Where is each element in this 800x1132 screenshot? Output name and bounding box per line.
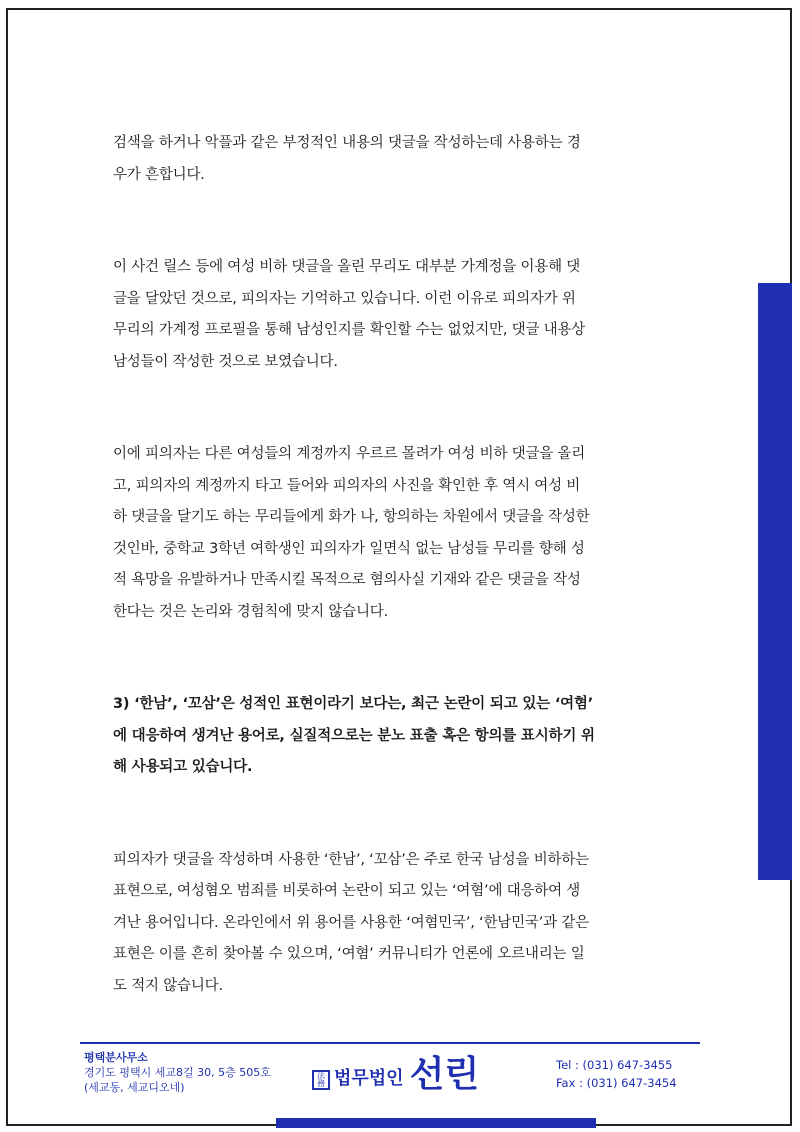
paragraph-3 bbox=[113, 439, 688, 628]
office-name: 평택분사무소 bbox=[84, 1051, 148, 1064]
side-accent-bar bbox=[758, 283, 792, 880]
contact-info bbox=[556, 1056, 677, 1092]
office-address: 경기도 평택시 세교8길 30, 5층 505호 bbox=[84, 1066, 271, 1079]
text-line: 표현은 이를 흔히 찾아볼 수 있으며, ‘여혐’ 커뮤니티가 언론에 오르내리는 일 bbox=[113, 946, 585, 962]
document-body bbox=[113, 128, 688, 1002]
fax-number: Fax : (031) 647-3454 bbox=[556, 1076, 677, 1090]
text-line: 것인바, 중학교 3학년 여학생인 피의자가 일면식 없는 남성들 무리를 향해 성 bbox=[113, 540, 585, 557]
firm-logo bbox=[312, 1052, 479, 1096]
text-line: 우가 흔합니다. bbox=[113, 166, 205, 183]
heading-line: 해 사용되고 있습니다. bbox=[113, 759, 253, 775]
firm-logo-icon: 法務 bbox=[312, 1070, 330, 1090]
text-line: 피의자가 댓글을 작성하며 사용한 ‘한남’, ‘꼬삼’은 주로 한국 남성을 비하하는 bbox=[113, 851, 589, 868]
section-heading-3 bbox=[113, 689, 688, 784]
text-line: 이에 피의자는 다른 여성들의 계정까지 우르르 몰려가 여성 비하 댓글을 올리 bbox=[113, 446, 586, 462]
text-line: 겨난 용어입니다. 온라인에서 위 용어를 사용한 ‘여혐민국’, ‘한남민국’과 같은 bbox=[113, 914, 589, 931]
text-line: 표현으로, 여성혐오 범죄를 비롯하여 논란이 되고 있는 ‘여혐’에 대응하여 생 bbox=[113, 883, 581, 899]
text-line: 검색을 하거나 악플과 같은 부정적인 내용의 댓글을 작성하는데 사용하는 경 bbox=[113, 135, 581, 151]
heading-line: 3) ‘한남’, ‘꼬삼’은 성적인 표현이라기 보다는, 최근 논란이 되고 있는 ‘여혐’ bbox=[113, 696, 594, 712]
office-address-detail: (세교동, 세교디오네) bbox=[84, 1081, 185, 1094]
text-line: 하 댓글을 달기도 하는 무리들에게 화가 나, 항의하는 차원에서 댓글을 작성한 bbox=[113, 509, 590, 525]
paragraph-2 bbox=[113, 252, 688, 378]
phone-number: Tel : (031) 647-3455 bbox=[556, 1058, 673, 1072]
text-line: 글을 달았던 것으로, 피의자는 기억하고 있습니다. 이런 이유로 피의자가 위 bbox=[113, 290, 576, 307]
text-line: 남성들이 작성한 것으로 보였습니다. bbox=[113, 353, 338, 370]
text-line: 도 적지 않습니다. bbox=[113, 977, 223, 994]
letterhead-footer bbox=[80, 1042, 700, 1122]
text-line: 한다는 것은 논리와 경험칙에 맞지 않습니다. bbox=[113, 603, 388, 620]
footer-divider bbox=[80, 1042, 700, 1044]
footer-accent-bar bbox=[276, 1118, 596, 1128]
heading-line: 에 대응하여 생겨난 용어로, 실질적으로는 분노 표출 혹은 항의를 표시하기 위 bbox=[113, 727, 595, 744]
firm-name: 선린 bbox=[409, 1054, 480, 1095]
paragraph-4 bbox=[113, 845, 688, 1003]
text-line: 이 사건 릴스 등에 여성 비하 댓글을 올린 무리도 대부분 가계정을 이용해 댓 bbox=[113, 259, 581, 275]
paragraph-1 bbox=[113, 128, 688, 191]
text-line: 적 욕망을 유발하거나 만족시킬 목적으로 혐의사실 기재와 같은 댓글을 작성 bbox=[113, 572, 581, 588]
text-line: 고, 피의자의 계정까지 타고 들어와 피의자의 사진을 확인한 후 역시 여성 비 bbox=[113, 477, 581, 494]
firm-type: 법무법인 bbox=[334, 1068, 404, 1089]
text-line: 무리의 가계정 프로필을 통해 남성인지를 확인할 수는 없었지만, 댓글 내용상 bbox=[113, 322, 586, 338]
office-info bbox=[84, 1050, 271, 1095]
